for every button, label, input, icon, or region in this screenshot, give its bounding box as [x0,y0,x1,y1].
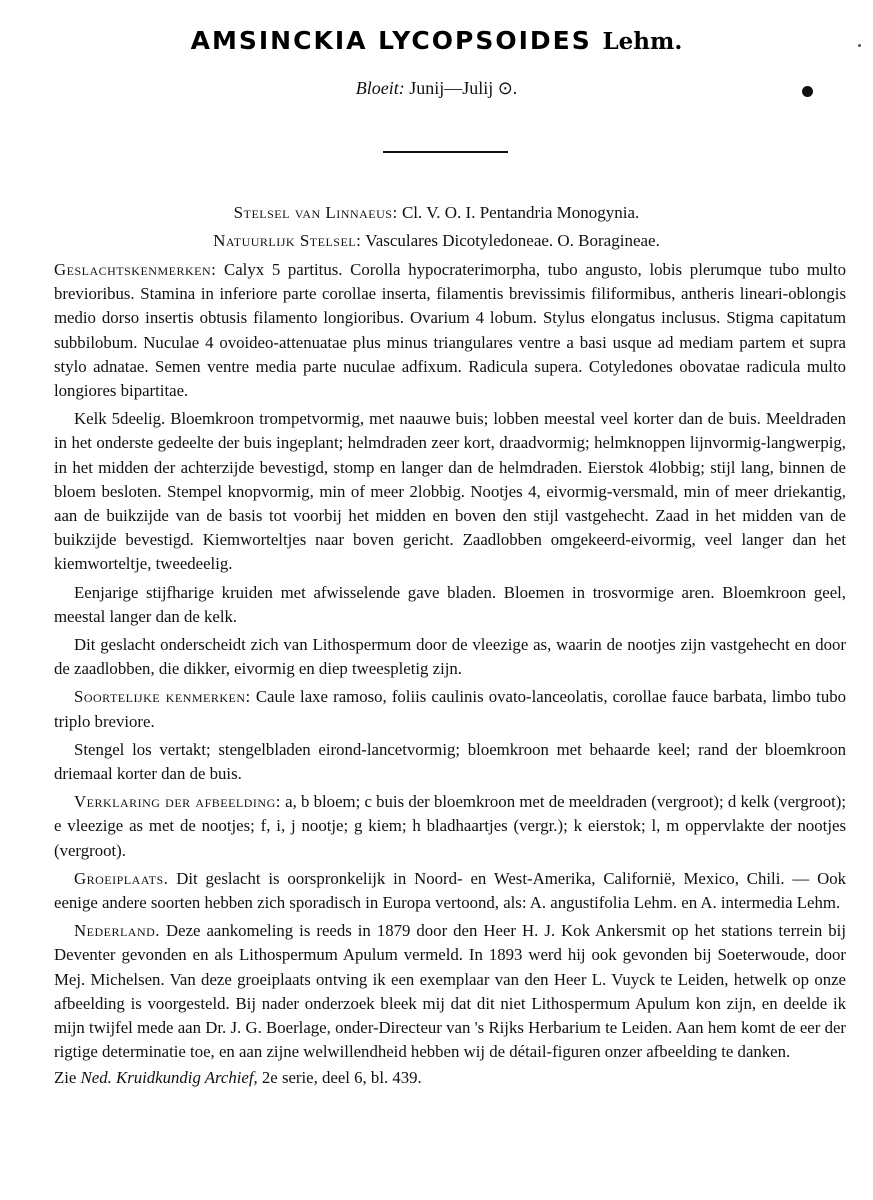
genus-dutch: Kelk 5deelig. Bloemkroon trompetvormig, met naauwe buis; lobben meestal veel korter dan de buis. Meeldraden in het onderste gedeelte der buis ingeplant; helmdraden zeer kort, draadvormig; helmknoppen lijnvormig-langwerpig, in het midden der achterzijde bevestigd, stomp en langer dan de helmdraden. Eierstok 4lobbig; stijl lang, binnen de bloem besloten. Stempel knopvormig, min of meer 2lobbig. Nootjes 4, eivormig-versmald, min of meer driekantig, aan de buikzijde van de basis tot voorbij het midden en boven den stijl vastgehecht. Zaad in het midden van de buikzijde bevestigd. Kiemworteltjes naar boven gericht. Zaadlobben omgekeerd-eivormig, veel langer dan het kiemworteltje, tweedeelig. [54,409,846,574]
title-species: AMSINCKIA LYCOPSOIDES [190,26,592,55]
genus-label: Geslachtskenmerken: [54,260,217,279]
description-body [54,258,846,1091]
bloom-label: Bloeit: [355,78,405,98]
netherlands [54,919,846,1064]
species-text: Caule laxe ramoso, foliis caulinis ovato-lanceolatis, corollae fauce barbata, limbo tubo triplo breviore. [54,687,846,731]
explanation-label: Verklaring der afbeelding: [74,792,281,812]
figure-explanation [54,790,846,863]
genus-text: Calyx 5 partitus. Corolla hypocraterimorpha, tubo angusto, lobis plerumque tubo multo brevioribus. Stamina in inferiore parte corollae inserta, filamentis brevissimis filiformibus, antheris lineari-oblongis medio dorso insertis obtusis filamento longioribus. Ovarium 4 lobum. Stylus elongatus inclusus. Stigma capitatum subbilobum. Nuculae 4 ovoideo-attenuatae plus minus triangulares ventre a basi usque ad mediam partem et supra stylo adnatae. Semen ventre media parte nuculae adfixum. Radicula supera. Cotyledones obovatae radicula multo longiores bipartitae. [54,260,846,401]
habit-text: Eenjarige stijfharige kruiden met afwisselende gave bladen. Bloemen in trosvormige aren. Bloemkroon geel, meestal langer dan de kelk. [54,582,846,626]
ink-speck-small [858,44,861,47]
species-label: Soortelijke kenmerken: [74,687,251,707]
reference-rest: 2e serie, deel 6, bl. 439. [261,1067,422,1087]
bloom-period [0,78,873,99]
page-title [0,26,873,55]
title-author: Lehm. [602,28,683,55]
linnaeus-value: Cl. V. O. I. Pentandria Monogynia. [401,203,640,222]
reference-prefix: Zie [54,1067,77,1087]
natural-label: Natuurlijk Stelsel: [213,231,362,250]
linnaeus-system [0,203,873,223]
ink-speck [802,86,813,97]
explanation-text: a, b bloem; c buis der bloemkroon met de meeldraden (vergroot); d kelk (vergroot); e vleezige as met de nootjes; f, i, j nootje; g kiem; h bladhaartjes (vergr.); k eierstok; l, m oppervlakte der nootjes (vergroot). [54,792,847,860]
divider-rule [383,151,508,153]
natural-value: Vasculares Dicotyledoneae. O. Boragineae. [365,231,660,250]
species-characters [54,685,846,733]
reference [54,1066,846,1090]
netherlands-label: Nederland. [74,921,160,941]
bloom-value: Junij—Julij ⊙. [409,78,518,98]
genus-characters [54,258,846,403]
linnaeus-label: Stelsel van Linnaeus: [233,203,398,222]
natural-system [0,231,873,251]
habitat [54,867,846,915]
netherlands-text: Deze aankomeling is reeds in 1879 door den Heer H. J. Kok Ankersmit op het stations terrein bij Deventer gevonden en als Lithospermum Apulum vermeld. In 1893 werd hij ook gevonden bij Soeterwoude, door Mej. Michelsen. Van deze groeiplaats ontving ik een exemplaar van den Heer L. Vuyck te Leiden, hetwelk op onze afbeelding is voorgesteld. Bij nader onderzoek bleek mij dat dit niet Lithospermum Apulum kon zijn, en deelde ik mijn twijfel mede aan Dr. J. G. Boerlage, onder-Directeur van 's Rijks Herbarium te Leiden. Aan hem komt de eer der rigtige determinatie toe, en aan zijne welwillendheid hebben wij de détail-figuren onzer afbeelding te danken. [54,921,846,1062]
reference-title: Ned. Kruidkundig Archief, [80,1067,258,1087]
species-dutch: Stengel los vertakt; stengelbladen eirond-lancetvormig; bloemkroon met behaarde keel; rand der bloemkroon driemaal korter dan de buis. [54,739,846,784]
distinction-text: Dit geslacht onderscheidt zich van Lithospermum door de vleezige as, waarin de nootjes zijn vastgehecht en door de zaadlobben, die dikker, eivormig en diep tweespletig zijn. [54,635,846,679]
habitat-label: Groeiplaats. [74,868,169,888]
habitat-text: Dit geslacht is oorspronkelijk in Noord- en West-Amerika, Californië, Mexico, Chili. — Ook eenige andere soorten hebben zich sporadisch in Europa vertoond, als: A. angustifolia Lehm. en A. intermedia Lehm. [54,868,846,913]
